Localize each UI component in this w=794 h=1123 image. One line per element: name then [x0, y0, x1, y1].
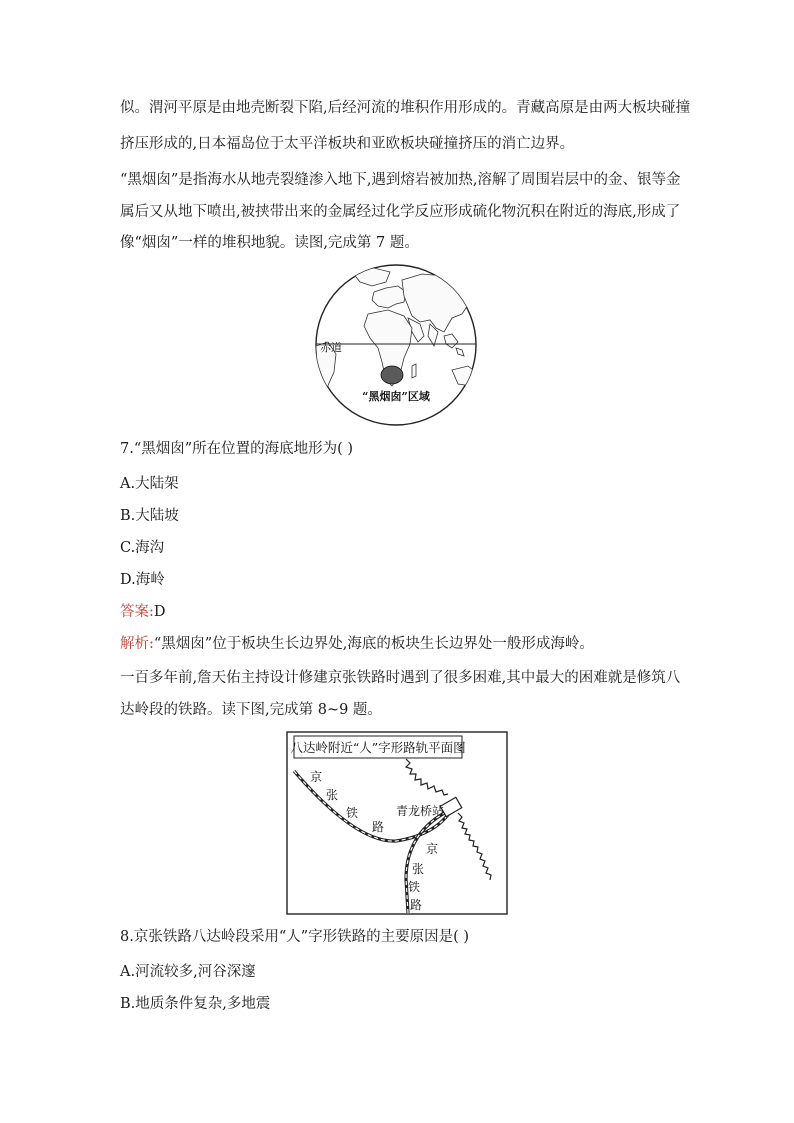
black-smoker-region-marker — [381, 366, 403, 384]
option-d: D.海岭 — [120, 572, 165, 588]
globe-map — [312, 262, 480, 428]
route2-char: 京 — [426, 842, 439, 856]
route1-char: 张 — [326, 788, 339, 802]
route2-char: 铁 — [408, 880, 421, 894]
option-c: C.海沟 — [120, 540, 165, 556]
option-b: B.大陆坡 — [120, 508, 179, 524]
station-label: 青龙桥站 — [396, 804, 445, 818]
option-b: B.地质条件复杂,多地震 — [120, 996, 271, 1012]
paragraph-line: 挤压形成的,日本福岛位于太平洋板块和亚欧板块碰撞挤压的消亡边界。 — [120, 136, 575, 152]
answer — [120, 602, 166, 622]
route2-char: 路 — [410, 898, 423, 912]
analysis — [120, 634, 594, 654]
route2-char: 张 — [412, 862, 425, 876]
answer-label: 答案: — [120, 604, 154, 620]
answer-value: D — [153, 604, 166, 620]
paragraph-line: 达岭段的铁路。读下图,完成第 8~9 题。 — [120, 702, 382, 718]
paragraph-line: 像“烟囱”一样的堆积地貌。读图,完成第 7 题。 — [120, 235, 419, 251]
paragraph-line: 属后又从地下喷出,被挟带出来的金属经过化学反应形成硫化物沉积在附近的海底,形成了 — [120, 204, 681, 220]
black-smoker-region-label: “黑烟囱”区域 — [362, 390, 430, 403]
analysis-text: “黑烟囱”位于板块生长边界处,海底的板块生长边界处一般形成海岭。 — [153, 636, 594, 652]
globe-figure — [312, 262, 480, 428]
equator-label: 赤道 — [320, 341, 342, 354]
option-a: A.大陆架 — [120, 476, 179, 492]
question-stem: 7.“黑烟囱”所在位置的海底地形为( ) — [120, 441, 354, 457]
railmap-title: 八达岭附近“人”字形路轨平面图 — [290, 740, 466, 755]
route1-char: 京 — [310, 770, 323, 784]
route1-char: 铁 — [346, 806, 359, 820]
paragraph-line: 似。渭河平原是由地壳断裂下陷,后经河流的堆积作用形成的。青藏高原是由两大板块碰撞 — [120, 100, 691, 116]
paragraph-line: 一百多年前,詹天佑主持设计修建京张铁路时遇到了很多困难,其中最大的困难就是修筑八 — [120, 670, 681, 686]
paragraph-line: “黑烟囱”是指海水从地壳裂缝渗入地下,遇到熔岩被加热,溶解了周围岩层中的金、银等金 — [120, 172, 681, 188]
railway-figure — [286, 731, 508, 915]
option-a: A.河流较多,河谷深邃 — [120, 964, 256, 980]
route1-char: 路 — [372, 820, 385, 834]
railway-map — [286, 731, 508, 915]
analysis-label: 解析: — [120, 636, 154, 652]
question-stem: 8.京张铁路八达岭段采用“人”字形铁路的主要原因是( ) — [120, 929, 470, 945]
